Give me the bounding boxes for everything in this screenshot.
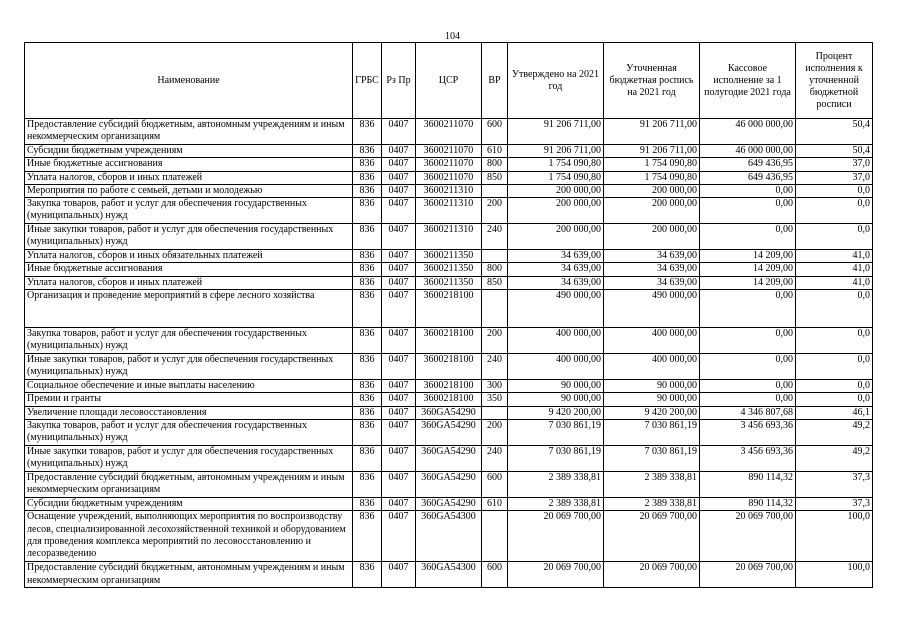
row-percent: 0,0 [796,184,873,197]
table-row [25,471,873,497]
row-cash: 0,00 [700,380,796,393]
row-approved: 1 754 090,80 [508,158,604,171]
row-rzpr: 0407 [382,119,416,145]
row-percent: 41,0 [796,263,873,276]
row-csr: 3600211070 [416,158,482,171]
row-refined: 90 000,00 [604,380,700,393]
row-cash: 0,00 [700,198,796,224]
row-percent: 0,0 [796,328,873,354]
row-csr: 3600218100 [416,290,482,328]
row-cash: 4 346 807,68 [700,406,796,419]
header-vr: ВР [482,43,508,119]
row-cash: 649 436,95 [700,158,796,171]
row-rzpr: 0407 [382,198,416,224]
row-vr: 600 [482,471,508,497]
row-percent: 49,2 [796,419,873,445]
row-vr: 200 [482,419,508,445]
row-grbs: 836 [353,497,382,510]
table-row [25,119,873,145]
row-cash: 0,00 [700,184,796,197]
row-rzpr: 0407 [382,263,416,276]
table-row [25,224,873,250]
row-approved: 34 639,00 [508,250,604,263]
row-grbs: 836 [353,393,382,406]
row-rzpr: 0407 [382,406,416,419]
row-approved: 490 000,00 [508,290,604,328]
row-name: Предоставление субсидий бюджетным, автономным учреждениям и иным некоммерческим организациям [25,119,353,145]
row-name: Субсидии бюджетным учреждениям [25,145,353,158]
row-approved: 91 206 711,00 [508,145,604,158]
row-grbs: 836 [353,224,382,250]
row-csr: 3600211310 [416,198,482,224]
row-name: Закупка товаров, работ и услуг для обеспечения государственных (муниципальных) нужд [25,419,353,445]
row-refined: 400 000,00 [604,328,700,354]
row-rzpr: 0407 [382,419,416,445]
row-csr: 360GA54290 [416,445,482,471]
header-cash: Кассовое исполнение за 1 полугодие 2021 года [700,43,796,119]
row-rzpr: 0407 [382,445,416,471]
row-approved: 91 206 711,00 [508,119,604,145]
row-grbs: 836 [353,290,382,328]
row-name: Иные бюджетные ассигнования [25,158,353,171]
row-vr: 600 [482,562,508,588]
row-cash: 0,00 [700,328,796,354]
row-approved: 90 000,00 [508,380,604,393]
row-approved: 20 069 700,00 [508,511,604,562]
row-csr: 360GA54300 [416,511,482,562]
row-percent: 0,0 [796,290,873,328]
row-approved: 400 000,00 [508,328,604,354]
row-grbs: 836 [353,328,382,354]
table-row [25,198,873,224]
row-percent: 50,4 [796,119,873,145]
row-name: Иные закупки товаров, работ и услуг для обеспечения государственных (муниципальных) нужд [25,445,353,471]
row-name: Иные закупки товаров, работ и услуг для обеспечения государственных (муниципальных) нужд [25,354,353,380]
table-row [25,145,873,158]
row-refined: 2 389 338,81 [604,497,700,510]
row-csr: 3600211070 [416,119,482,145]
row-refined: 2 389 338,81 [604,471,700,497]
row-percent: 49,2 [796,445,873,471]
row-grbs: 836 [353,562,382,588]
row-approved: 200 000,00 [508,198,604,224]
row-name: Премии и гранты [25,393,353,406]
table-row [25,419,873,445]
table-row [25,497,873,510]
row-grbs: 836 [353,158,382,171]
row-refined: 200 000,00 [604,224,700,250]
row-rzpr: 0407 [382,184,416,197]
row-csr: 3600211070 [416,145,482,158]
row-cash: 3 456 693,36 [700,445,796,471]
table-row [25,184,873,197]
header-csr: ЦСР [416,43,482,119]
row-name: Иные бюджетные ассигнования [25,263,353,276]
row-vr: 240 [482,224,508,250]
row-csr: 3600218100 [416,354,482,380]
table-row [25,393,873,406]
row-cash: 14 209,00 [700,250,796,263]
table-row [25,380,873,393]
row-refined: 7 030 861,19 [604,419,700,445]
table-row [25,354,873,380]
row-cash: 0,00 [700,224,796,250]
table-header-row [25,43,873,119]
row-rzpr: 0407 [382,471,416,497]
row-approved: 200 000,00 [508,184,604,197]
header-rzpr: Рз Пр [382,43,416,119]
row-grbs: 836 [353,263,382,276]
header-name: Наименование [25,43,353,119]
row-grbs: 836 [353,171,382,184]
row-cash: 0,00 [700,290,796,328]
row-vr: 300 [482,380,508,393]
row-approved: 1 754 090,80 [508,171,604,184]
row-refined: 200 000,00 [604,198,700,224]
row-percent: 41,0 [796,276,873,289]
row-percent: 0,0 [796,354,873,380]
row-grbs: 836 [353,276,382,289]
row-approved: 7 030 861,19 [508,419,604,445]
row-cash: 46 000 000,00 [700,119,796,145]
row-grbs: 836 [353,419,382,445]
row-csr: 360GA54290 [416,406,482,419]
row-percent: 0,0 [796,224,873,250]
row-name: Уплата налогов, сборов и иных обязательных платежей [25,250,353,263]
page-number: 104 [445,31,460,42]
row-approved: 34 639,00 [508,263,604,276]
table-row [25,562,873,588]
row-vr [482,406,508,419]
row-vr: 610 [482,497,508,510]
row-refined: 400 000,00 [604,354,700,380]
row-approved: 2 389 338,81 [508,497,604,510]
row-approved: 90 000,00 [508,393,604,406]
row-grbs: 836 [353,354,382,380]
row-cash: 14 209,00 [700,263,796,276]
row-grbs: 836 [353,184,382,197]
row-refined: 1 754 090,80 [604,171,700,184]
row-vr [482,184,508,197]
row-approved: 7 030 861,19 [508,445,604,471]
row-cash: 890 114,32 [700,471,796,497]
row-percent: 0,0 [796,380,873,393]
row-vr [482,250,508,263]
row-grbs: 836 [353,250,382,263]
row-vr: 600 [482,119,508,145]
row-vr: 610 [482,145,508,158]
row-refined: 34 639,00 [604,250,700,263]
table-row [25,250,873,263]
row-name: Предоставление субсидий бюджетным, автономным учреждениям и иным некоммерческим организациям [25,562,353,588]
budget-execution-table [24,42,873,588]
row-rzpr: 0407 [382,393,416,406]
row-refined: 20 069 700,00 [604,562,700,588]
row-vr: 850 [482,171,508,184]
row-name: Уплата налогов, сборов и иных платежей [25,276,353,289]
row-rzpr: 0407 [382,224,416,250]
header-refined: Уточненная бюджетная роспись на 2021 год [604,43,700,119]
row-percent: 50,4 [796,145,873,158]
row-grbs: 836 [353,145,382,158]
row-rzpr: 0407 [382,380,416,393]
row-percent: 100,0 [796,562,873,588]
row-rzpr: 0407 [382,511,416,562]
table-body [25,119,873,588]
row-approved: 9 420 200,00 [508,406,604,419]
row-csr: 3600211350 [416,250,482,263]
row-percent: 0,0 [796,393,873,406]
row-cash: 46 000 000,00 [700,145,796,158]
row-grbs: 836 [353,198,382,224]
row-name: Субсидии бюджетным учреждениям [25,497,353,510]
table-row [25,290,873,328]
row-grbs: 836 [353,380,382,393]
row-percent: 41,0 [796,250,873,263]
row-rzpr: 0407 [382,250,416,263]
row-approved: 200 000,00 [508,224,604,250]
row-refined: 20 069 700,00 [604,511,700,562]
row-name: Иные закупки товаров, работ и услуг для обеспечения государственных (муниципальных) нужд [25,224,353,250]
header-percent: Процент исполнения к уточненной бюджетной росписи [796,43,873,119]
row-cash: 0,00 [700,354,796,380]
row-refined: 490 000,00 [604,290,700,328]
row-percent: 37,3 [796,471,873,497]
row-cash: 20 069 700,00 [700,511,796,562]
row-name: Уплата налогов, сборов и иных платежей [25,171,353,184]
row-rzpr: 0407 [382,290,416,328]
row-csr: 3600218100 [416,380,482,393]
table-row [25,406,873,419]
table-row [25,276,873,289]
row-vr: 240 [482,354,508,380]
table-row [25,328,873,354]
row-name: Закупка товаров, работ и услуг для обеспечения государственных (муниципальных) нужд [25,328,353,354]
table-row [25,445,873,471]
row-cash: 649 436,95 [700,171,796,184]
row-percent: 46,1 [796,406,873,419]
row-vr: 200 [482,328,508,354]
row-percent: 0,0 [796,198,873,224]
row-csr: 3600211350 [416,276,482,289]
row-refined: 7 030 861,19 [604,445,700,471]
table-row [25,263,873,276]
row-csr: 360GA54290 [416,497,482,510]
row-csr: 360GA54290 [416,419,482,445]
row-name: Увеличение площади лесовосстановления [25,406,353,419]
row-csr: 360GA54300 [416,562,482,588]
row-refined: 9 420 200,00 [604,406,700,419]
row-rzpr: 0407 [382,171,416,184]
header-grbs: ГРБС [353,43,382,119]
row-vr [482,290,508,328]
table-row [25,171,873,184]
row-refined: 91 206 711,00 [604,145,700,158]
row-approved: 20 069 700,00 [508,562,604,588]
row-vr: 850 [482,276,508,289]
row-vr: 200 [482,198,508,224]
row-csr: 3600218100 [416,328,482,354]
row-refined: 34 639,00 [604,276,700,289]
row-cash: 0,00 [700,393,796,406]
row-vr: 800 [482,158,508,171]
row-percent: 37,0 [796,158,873,171]
row-name: Предоставление субсидий бюджетным, автономным учреждениям и иным некоммерческим организациям [25,471,353,497]
row-approved: 34 639,00 [508,276,604,289]
row-percent: 37,0 [796,171,873,184]
row-cash: 3 456 693,36 [700,419,796,445]
row-rzpr: 0407 [382,328,416,354]
row-refined: 200 000,00 [604,184,700,197]
row-vr: 800 [482,263,508,276]
row-rzpr: 0407 [382,497,416,510]
row-csr: 360GA54290 [416,471,482,497]
row-percent: 100,0 [796,511,873,562]
row-grbs: 836 [353,445,382,471]
row-cash: 890 114,32 [700,497,796,510]
row-name: Закупка товаров, работ и услуг для обеспечения государственных (муниципальных) нужд [25,198,353,224]
row-refined: 34 639,00 [604,263,700,276]
row-approved: 400 000,00 [508,354,604,380]
row-csr: 3600211070 [416,171,482,184]
row-approved: 2 389 338,81 [508,471,604,497]
row-vr: 350 [482,393,508,406]
header-approved: Утверждено на 2021 год [508,43,604,119]
row-percent: 37,3 [796,497,873,510]
row-name: Социальное обеспечение и иные выплаты населению [25,380,353,393]
row-rzpr: 0407 [382,145,416,158]
row-refined: 91 206 711,00 [604,119,700,145]
row-name: Мероприятия по работе с семьей, детьми и молодежью [25,184,353,197]
row-vr: 240 [482,445,508,471]
row-csr: 3600211310 [416,184,482,197]
row-grbs: 836 [353,511,382,562]
table-row [25,511,873,562]
table-row [25,158,873,171]
row-refined: 90 000,00 [604,393,700,406]
row-name: Оснащение учреждений, выполняющих мероприятия по воспроизводству лесов, специализированной лесохозяйственной техникой и оборудованием для проведения комплекса мероприятий по лесовосстановлению и лесоразведению [25,511,353,562]
row-refined: 1 754 090,80 [604,158,700,171]
row-rzpr: 0407 [382,158,416,171]
row-grbs: 836 [353,406,382,419]
row-csr: 3600211350 [416,263,482,276]
row-cash: 20 069 700,00 [700,562,796,588]
row-rzpr: 0407 [382,354,416,380]
row-grbs: 836 [353,119,382,145]
row-csr: 3600218100 [416,393,482,406]
row-name: Организация и проведение мероприятий в сфере лесного хозяйства [25,290,353,328]
row-csr: 3600211310 [416,224,482,250]
row-vr [482,511,508,562]
row-cash: 14 209,00 [700,276,796,289]
row-grbs: 836 [353,471,382,497]
row-rzpr: 0407 [382,276,416,289]
row-rzpr: 0407 [382,562,416,588]
